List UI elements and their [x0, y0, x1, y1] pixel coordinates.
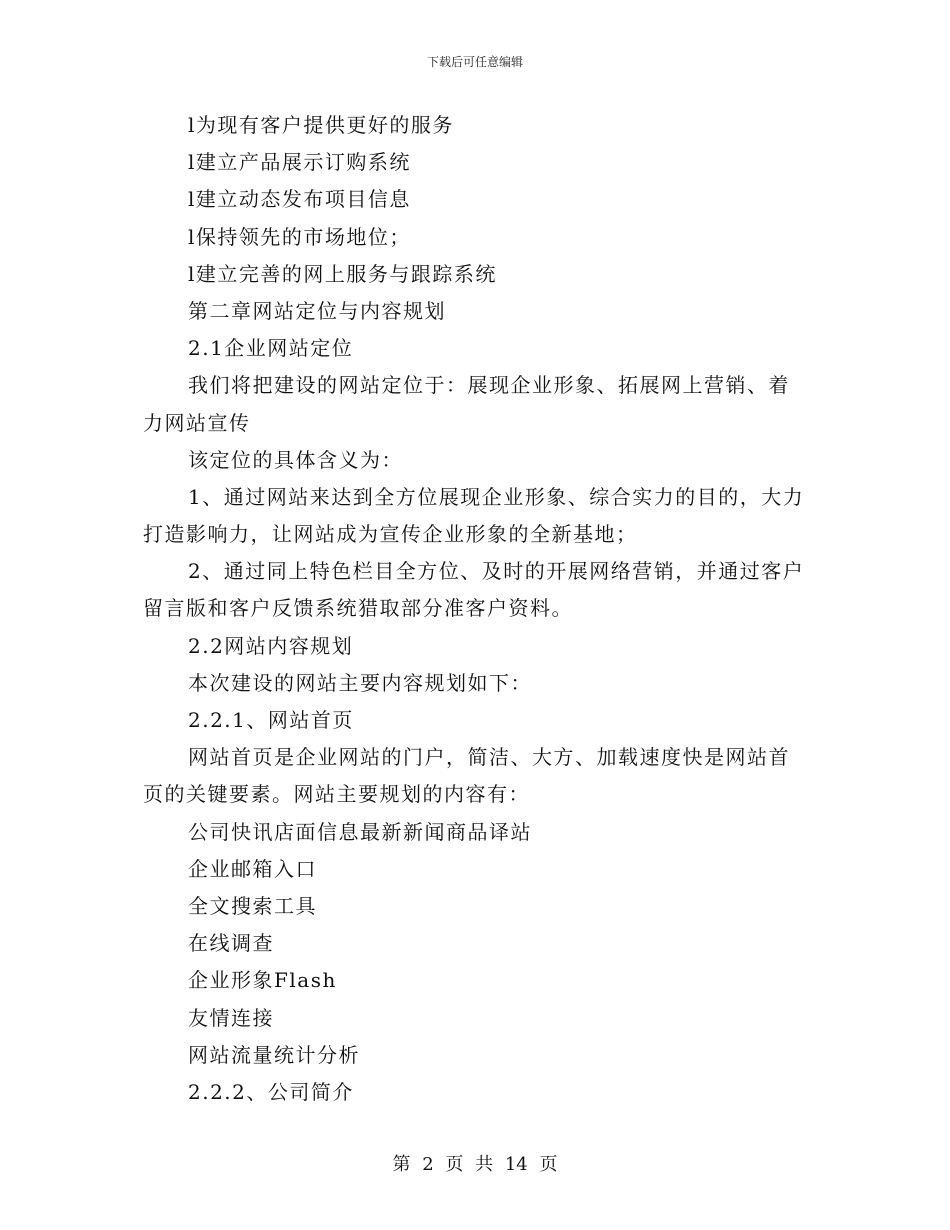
- paragraph-line: 留言版和客户反馈系统猎取部分准客户资料。: [143, 596, 573, 621]
- text-line: l为现有客户提供更好的服务: [188, 113, 454, 137]
- paragraph-line: 我们将把建设的网站定位于：展现企业形象、拓展网上营销、着: [188, 373, 790, 398]
- paragraph-line: 该定位的具体含义为：: [188, 447, 403, 472]
- text-line: l建立完善的网上服务与跟踪系统: [188, 261, 497, 286]
- document-body: [143, 107, 807, 1111]
- page-header-note: 下载后可任意编辑: [426, 55, 523, 69]
- list-item: 友情连接: [188, 1005, 274, 1030]
- list-item: 公司快讯店面信息最新新闻商品译站: [188, 819, 532, 844]
- paragraph-line: 力网站宣传: [143, 410, 251, 435]
- paragraph-line: 2、通过同上特色栏目全方位、及时的开展网络营销，并通过客户: [188, 559, 805, 584]
- text-line: l保持领先的市场地位；: [188, 224, 411, 249]
- subsection-heading: 2.2.1、网站首页: [188, 708, 354, 732]
- page-number-footer: 第 2 页 共 14 页: [392, 1154, 558, 1175]
- paragraph-line: 页的关键要素。网站主要规划的内容有：: [143, 782, 530, 807]
- subsection-heading: 2.2.2、公司简介: [188, 1079, 354, 1104]
- list-item: 网站流量统计分析: [188, 1042, 360, 1067]
- paragraph-line: 1、通过网站来达到全方位展现企业形象、综合实力的目的，大力: [188, 484, 805, 509]
- paragraph-line: 打造影响力，让网站成为宣传企业形象的全新基地；: [143, 522, 638, 547]
- text-line: l建立产品展示订购系统: [188, 150, 411, 175]
- list-item: 全文搜索工具: [188, 893, 317, 918]
- list-item: 企业邮箱入口: [188, 856, 317, 881]
- section-heading: 2.1企业网站定位: [188, 336, 354, 361]
- list-item: 在线调查: [188, 931, 274, 956]
- paragraph-line: 本次建设的网站主要内容规划如下：: [188, 670, 532, 695]
- section-heading: 2.2网站内容规划: [188, 633, 354, 658]
- paragraph-line: 网站首页是企业网站的门户，简洁、大方、加载速度快是网站首: [188, 745, 790, 770]
- text-line: l建立动态发布项目信息: [188, 187, 411, 212]
- list-item: 企业形象Flash: [188, 968, 337, 993]
- chapter-heading: 第二章网站定位与内容规划: [188, 298, 446, 323]
